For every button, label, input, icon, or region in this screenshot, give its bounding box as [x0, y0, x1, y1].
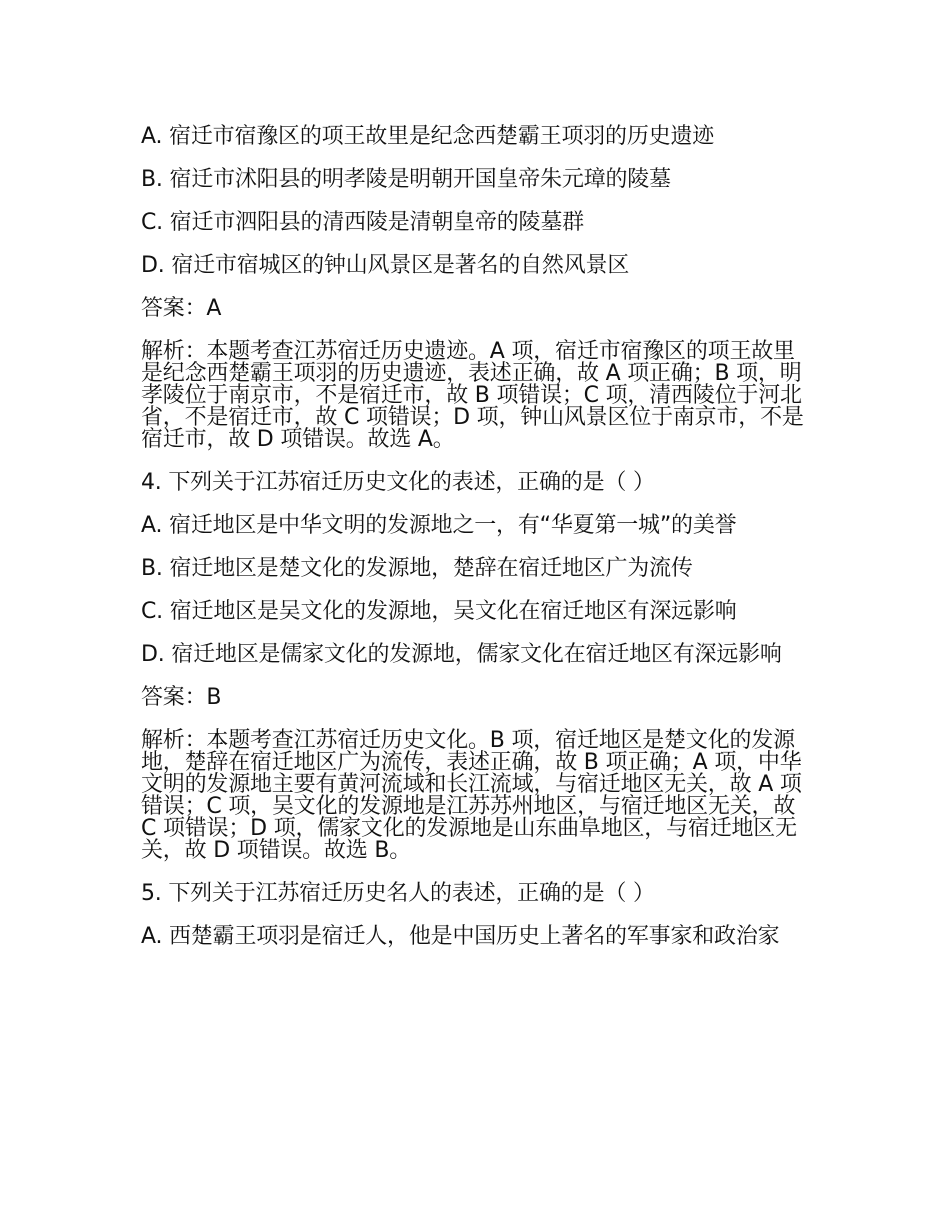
q3-option-d: D. 宿迁市宿城区的钟山风景区是著名的自然风景区 [141, 253, 630, 278]
q3-answer: 答案：A [141, 296, 222, 321]
document-page [141, 126, 811, 969]
q3-analysis: 解析：本题考查江苏宿迁历史遗迹。A 项，宿迁市宿豫区的项王故里是纪念西楚霸王项羽的历史遗迹，表述正确，故 A 项正确；B 项，明孝陵位于南京市，不是宿迁市，故 B 项错误；C 项，清西陵位于河北省，不是宿迁市，故 C 项错误；D 项，钟山风景区位于南京市，不是宿迁市，故 D 项错误。故选 A。 [141, 339, 804, 452]
q3-option-c: C. 宿迁市泗阳县的清西陵是清朝皇帝的陵墓群 [141, 210, 584, 235]
q4-option-a: A. 宿迁地区是中华文明的发源地之一，有“华夏第一城”的美誉 [141, 513, 737, 538]
q3-option-b: B. 宿迁市沭阳县的明孝陵是明朝开国皇帝朱元璋的陵墓 [141, 167, 671, 192]
q4-question: 4. 下列关于江苏宿迁历史文化的表述，正确的是（ ） [141, 470, 655, 495]
q4-option-b: B. 宿迁地区是楚文化的发源地，楚辞在宿迁地区广为流传 [141, 556, 693, 581]
q5-option-a: A. 西楚霸王项羽是宿迁人，他是中国历史上著名的军事家和政治家 [141, 924, 780, 949]
q4-option-c: C. 宿迁地区是吴文化的发源地，吴文化在宿迁地区有深远影响 [141, 599, 737, 624]
q4-analysis: 解析：本题考查江苏宿迁历史文化。B 项，宿迁地区是楚文化的发源地，楚辞在宿迁地区广为流传，表述正确，故 B 项正确；A 项，中华文明的发源地主要有黄河流域和长江流域，与宿迁地区无关，故 A 项错误；C 项，吴文化的发源地是江苏苏州地区，与宿迁地区无关，故 C 项错误；D 项，儒家文化的发源地是山东曲阜地区，与宿迁地区无关，故 D 项错误。故选 B。 [141, 728, 802, 863]
q5-question: 5. 下列关于江苏宿迁历史名人的表述，正确的是（ ） [141, 881, 655, 906]
q4-answer: 答案：B [141, 685, 222, 710]
q3-option-a: A. 宿迁市宿豫区的项王故里是纪念西楚霸王项羽的历史遗迹 [141, 124, 715, 149]
q4-option-d: D. 宿迁地区是儒家文化的发源地，儒家文化在宿迁地区有深远影响 [141, 642, 782, 667]
